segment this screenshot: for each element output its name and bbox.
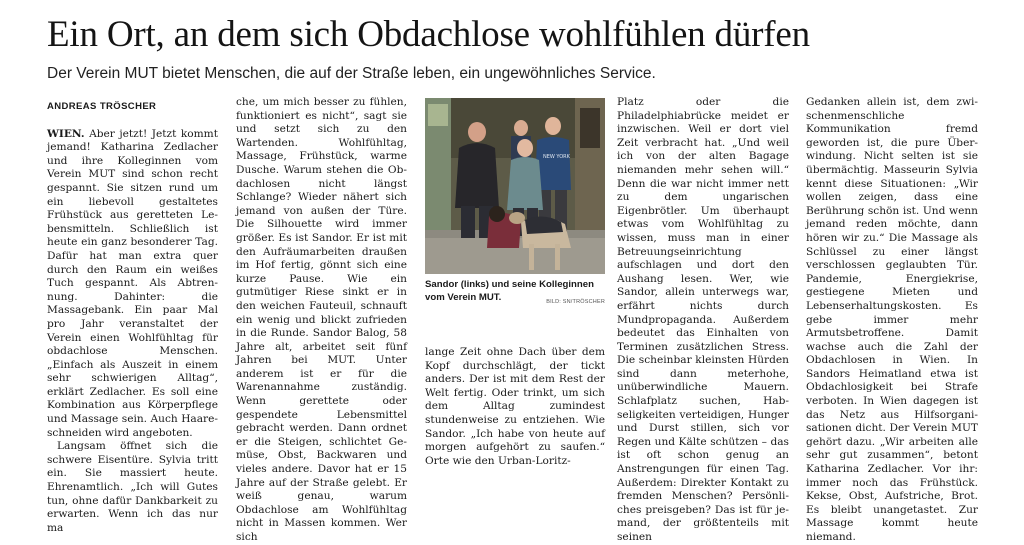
dateline: WIEN.	[47, 127, 85, 140]
paragraph: Langsam öffnet sich die schwere Eisentüre. Sylvia tritt ein. Sie massiert heute. Ehrenamtlich. „Ich will Gutes tun, ohne dafür Dankbarkeit zu erwarten. Wenn ich das nur ma	[47, 440, 218, 534]
author-byline: ANDREAS TRÖSCHER	[47, 101, 157, 112]
article-column-1	[47, 96, 218, 535]
caption-text: Sandor (links) und seine Kolleginnen vom Verein MUT.	[425, 279, 594, 303]
shirt-lettering: NEW YORK	[543, 154, 570, 160]
article-column-5	[806, 96, 978, 545]
subtitle: Der Verein MUT bietet Menschen, die auf der Straße leben, ein ungewöhnliches Service.	[47, 65, 656, 82]
paragraph	[47, 128, 218, 441]
paragraph: Platz oder die Philadelphiabrücke meidet er inzwischen. Weil er dort viel Zeit verbracht hat. „Und weil ich von der alten Bagage niemanden mehr sehen will.“ Denn die war nicht immer nett zu dem ungarischen Eigenbrötler. Um überhaupt etwas vom Wohlfühltag zu wissen, muss man in einer Betreuungseinrichtung aufschlagen und dort den Aushang lesen. Wer, wie Sandor, allein unterwegs war, erfährt nichts durch Mundpropaganda. Außerdem bedeutet das Einhalten von Terminen zusätzlichen Stress. Die scheinbar kleinsten Hürden sind dann meterhohe, unüberwindliche Mauern. Schlafplatz suchen, Habseligkeiten verteidigen, Hunger und Durst stillen, sich vor Regen und Kälte schützen – das ist oft schon genug an Anstrengungen für einen Tag. Außerdem: Direkter Kontakt zu fremden Menschen? Persönliches preisgeben? Das ist für jemand, der größtenteils mit seinen	[617, 96, 789, 543]
article-photo	[425, 98, 605, 274]
photo-caption	[425, 279, 605, 308]
paragraph: che, um mich besser zu fühlen, funktioniert es nicht“, sagt sie und setzt sich zu den Wartenden. Wohlfühltag, Massage, Frühstück, warme Dusche. Warum stehen die Obdachlosen nicht längst Schlange? Wieder nähert sich jemand von außen der Türe. Die Silhouette wird immer größer. Es ist Sandor. Er ist mit den Aufräumarbeiten draußen im Hof fertig, gönnt sich eine kurze Pause. Wie ein gutmütiger Riese sinkt er in den weichen Fauteuil, schnauft ein wenig und blickt zufrieden in die Runde. Sandor Balog, 58 Jahre alt, arbeitet seit fünf Jahren bei MUT. Unter anderem ist er für die Warenannahme zuständig. Wenn gerettete oder gespendete Lebensmittel gebracht werden. Dann ordnet er die Steigen, schlichtet Gemüse, Obst, Backwaren und vieles andere. Davor hat er 15 Jahre auf der Straße gelebt. Er weiß genau, warum Obdachlose am Wohlfühltag nicht in Massen kommen. Wer sich	[236, 96, 407, 543]
headline: Ein Ort, an dem sich Obdachlose wohlfühlen dürfen	[47, 14, 810, 55]
paragraph: lange Zeit ohne Dach über dem Kopf durchschlägt, der tickt anders. Der ist mit dem Rest der Welt fertig. Oder trinkt, um sich dem Alltag zumindest stundenweise zu entziehen. Wie Sandor. „Ich habe von heute auf morgen aufgehört zu saufen.“ Orte wie den Urban-Loritz-	[425, 346, 605, 467]
article-column-4	[617, 96, 789, 545]
paragraph-text: Aber jetzt! Jetzt kommt jemand! Katharina Zedlacher und ihre Kolleginnen vom Verein MUT sind schon recht gespannt. Sie sitzen rund um ein liebevoll gestaltetes Frühstück aus geretteten Lebensmitteln. Schließlich ist heute ein ganz besonderer Tag. Dafür hat man extra quer durch den Raum ein weißes Tuch gespannt. Als Abtrennung. Dahinter: die Massagebank. Ein paar Mal pro Jahr veranstaltet der Verein einen Wohlfühltag für obdachlose Menschen. „Einfach als Auszeit in einem sehr schwierigen Alltag“, erklärt Zedlacher. Es soll eine Kombination aus Körperpflege und Massage sein. Auch Haareschneiden wird angeboten.	[47, 127, 218, 439]
photo-credit: BILD: SN/TRÖSCHER	[546, 298, 605, 305]
article-column-2	[236, 96, 407, 545]
paragraph: Gedanken allein ist, dem zwischenmenschliche Kommunikation fremd geworden ist, die pure Überwindung. Nicht selten ist sie übermächtig. Masseurin Sylvia kennt diese Situationen: „Wir wollen zeigen, dass eine Berührung schön ist. Und wenn jemand reden möchte, dann hören wir zu.“ Die Massage als Schlüssel zu einer längst verschlossen geglaubten Tür. Pandemie, Energiekrise, gestiegene Mieten und Lebenserhaltungskosten. Es gebe immer mehr Armutsbetroffene. Damit wachse auch die Zahl der Obdachlosen in Wien. In Sandors Heimatland etwa ist Obdachlosigkeit bei Strafe verboten. In Wien dagegen ist das Netz aus Hilfsorganisationen dicht. Der Verein MUT gehört dazu. „Wir arbeiten alle sehr gut zusammen“, betont Katharina Zedlacher. Vor ihr: immer noch das Frühstück. Kekse, Obst, Aufstriche, Brot. Es bleibt unangetastet. Zur Massage kommt heute niemand.	[806, 96, 978, 543]
article-column-3	[425, 346, 605, 468]
